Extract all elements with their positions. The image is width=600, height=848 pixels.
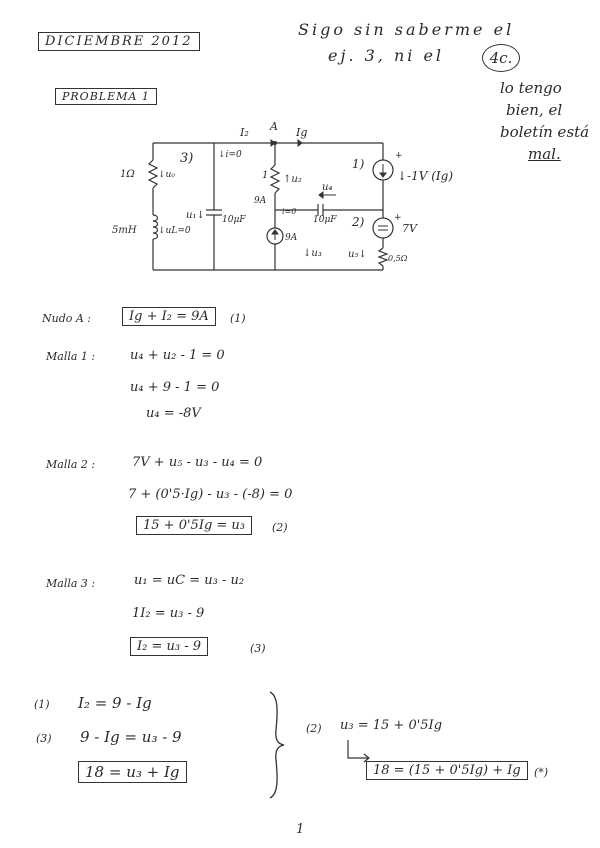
label-node-a: A	[270, 120, 278, 133]
label-u4: u₄	[322, 182, 333, 193]
label-current-i2: I₂	[240, 126, 249, 139]
label-u1: u₁↓	[186, 210, 205, 221]
circuit-diagram	[0, 0, 600, 300]
note-line1: Sigo sin saberme el	[298, 20, 515, 39]
label-u3: ↓u₃	[303, 248, 322, 259]
comb-e-number: (*)	[534, 766, 549, 779]
malla2-number: (2)	[272, 521, 288, 534]
malla2-label: Malla 2 :	[46, 458, 96, 471]
label-loop2: 2)	[352, 215, 365, 229]
note-line2: ej. 3, ni el	[328, 46, 445, 65]
label-cap-mid: 10μF	[222, 215, 246, 225]
note-side-3: boletín está	[500, 123, 590, 141]
brace-symbol	[262, 690, 292, 800]
label-u2: ↑u₂	[283, 174, 302, 185]
label-res-left: 1Ω	[120, 169, 135, 180]
label-plus-top: +	[395, 151, 403, 161]
nudo-number: (1)	[230, 312, 246, 325]
comb-c-equation: 18 = u₃ + Ig	[78, 761, 187, 783]
page-number: 1	[296, 822, 305, 837]
label-res-bottom-right: 0,5Ω	[388, 254, 408, 263]
label-source-9a: 9A	[254, 196, 267, 206]
label-i0: i=0	[282, 207, 297, 216]
label-u5: u₅↓	[348, 249, 367, 260]
note-side-1: lo tengo	[500, 79, 562, 97]
label-source-top-right: ↓-1V (Ig)	[397, 169, 454, 183]
note-circled: 4c.	[482, 44, 520, 72]
malla3-label: Malla 3 :	[46, 577, 96, 590]
label-loop3: 3)	[180, 151, 194, 166]
malla2-line2: 7 + (0'5·Ig) - u₃ - (-8) = 0	[128, 487, 293, 502]
malla2-line3: 15 + 0'5Ig = u₃	[136, 516, 252, 535]
label-u0: ↓u₀	[158, 170, 175, 180]
label-source-7v: 7V	[402, 222, 417, 235]
malla3-line1: u₁ = uC = u₃ - u₂	[134, 573, 245, 588]
label-ind-left: 5mH	[112, 225, 137, 236]
comb-a-number: (1)	[34, 698, 50, 711]
malla3-line3: I₂ = u₃ - 9	[130, 637, 208, 656]
label-plus-7v: +	[394, 213, 402, 223]
comb-d-equation: u₃ = 15 + 0'5Ig	[340, 718, 443, 733]
comb-d-number: (2)	[306, 722, 322, 735]
label-i-cap: ↓i=0	[218, 150, 242, 160]
label-cap-right: 10μF	[313, 215, 337, 225]
comb-e-equation: 18 = (15 + 0'5Ig) + Ig	[366, 761, 528, 780]
malla1-line3: u₄ = -8V	[146, 406, 201, 421]
malla1-line2: u₄ + 9 - 1 = 0	[130, 380, 220, 395]
problem-header: PROBLEMA 1	[55, 88, 157, 105]
label-res-center: 1	[262, 170, 269, 181]
malla1-line1: u₄ + u₂ - 1 = 0	[130, 348, 225, 363]
malla3-line2: 1I₂ = u₃ - 9	[132, 606, 205, 621]
comb-b-number: (3)	[36, 732, 52, 745]
label-u9a: 9A	[285, 233, 298, 243]
note-side-2: bien, el	[506, 101, 563, 119]
label-current-ig: Ig	[296, 126, 308, 139]
note-side-4: mal.	[528, 145, 561, 163]
nudo-equation: Ig + I₂ = 9A	[122, 307, 216, 326]
comb-b-equation: 9 - Ig = u₃ - 9	[80, 728, 182, 746]
comb-a-equation: I₂ = 9 - Ig	[78, 694, 152, 712]
label-ul: ↓uL=0	[158, 226, 191, 236]
nudo-label: Nudo A :	[42, 312, 92, 325]
malla3-number: (3)	[250, 642, 266, 655]
malla1-label: Malla 1 :	[46, 350, 96, 363]
label-loop1: 1)	[352, 157, 365, 171]
malla2-line1: 7V + u₅ - u₃ - u₄ = 0	[132, 455, 263, 470]
date-header: DICIEMBRE 2012	[38, 32, 200, 51]
